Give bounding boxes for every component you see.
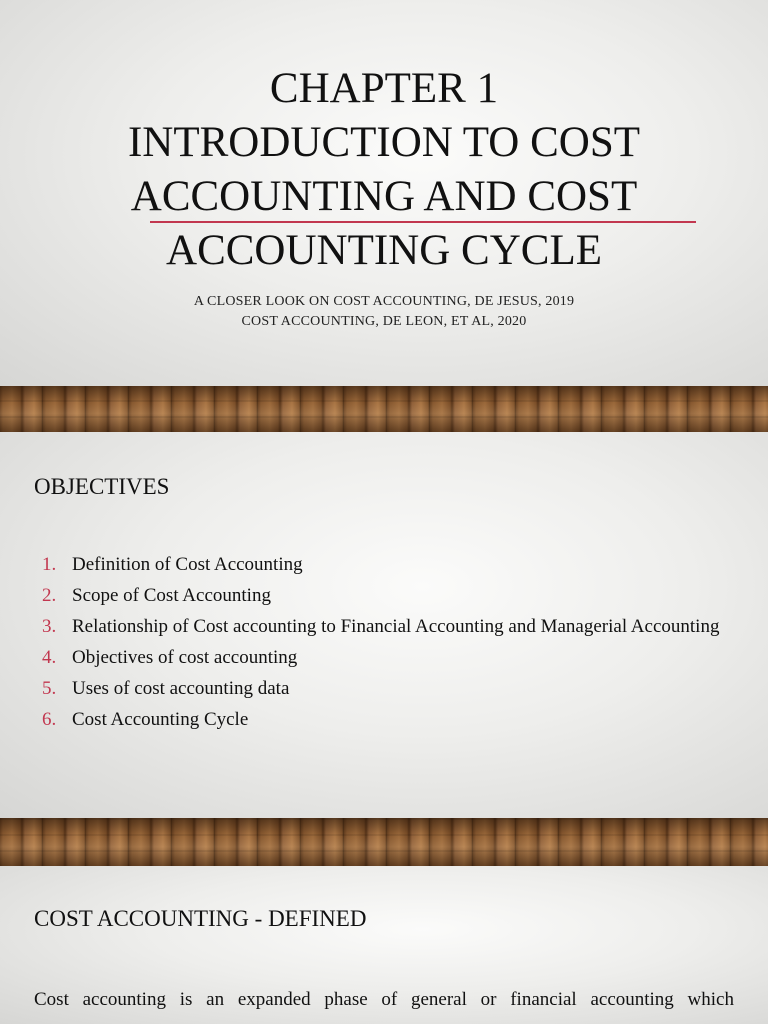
title-line: CHAPTER 1 (269, 65, 499, 112)
subtitle-line: COST ACCOUNTING, DE LEON, ET AL, 2020 (241, 314, 527, 329)
slide-subtitle (0, 292, 768, 332)
slide-title (0, 62, 768, 278)
list-text: Relationship of Cost accounting to Financial Accounting and Managerial Accounting (72, 616, 720, 637)
list-text: Objectives of cost accounting (72, 647, 298, 668)
definition-slide (0, 866, 768, 1024)
title-line: ACCOUNTING AND COST (130, 173, 638, 220)
list-item (42, 704, 722, 735)
list-text: Definition of Cost Accounting (72, 554, 303, 575)
list-number: 4. (42, 647, 57, 668)
objectives-heading: OBJECTIVES (34, 474, 170, 499)
subtitle-line: A CLOSER LOOK ON COST ACCOUNTING, DE JESUS, 2019 (193, 294, 575, 309)
list-item (42, 642, 722, 673)
title-line: ACCOUNTING CYCLE (166, 227, 602, 274)
list-text: Uses of cost accounting data (72, 678, 290, 699)
title-line: INTRODUCTION TO COST (127, 119, 641, 166)
list-number: 2. (42, 585, 57, 606)
definition-heading: COST ACCOUNTING - DEFINED (34, 906, 367, 931)
wood-floor-divider (0, 818, 768, 866)
definition-paragraph: Cost accounting is an expanded phase of general or financial accounting which (34, 989, 734, 1010)
list-item (42, 673, 722, 704)
wood-floor-divider (0, 386, 768, 432)
list-number: 3. (42, 616, 57, 637)
list-item (42, 549, 722, 580)
list-number: 6. (42, 709, 57, 730)
objectives-list (42, 549, 722, 735)
list-text: Scope of Cost Accounting (72, 585, 271, 606)
title-slide (0, 0, 768, 386)
objectives-slide (0, 432, 768, 818)
list-item (42, 611, 722, 642)
list-item (42, 580, 722, 611)
list-number: 5. (42, 678, 57, 699)
list-number: 1. (42, 554, 57, 575)
title-accent-rule (150, 221, 696, 223)
list-text: Cost Accounting Cycle (72, 709, 249, 730)
